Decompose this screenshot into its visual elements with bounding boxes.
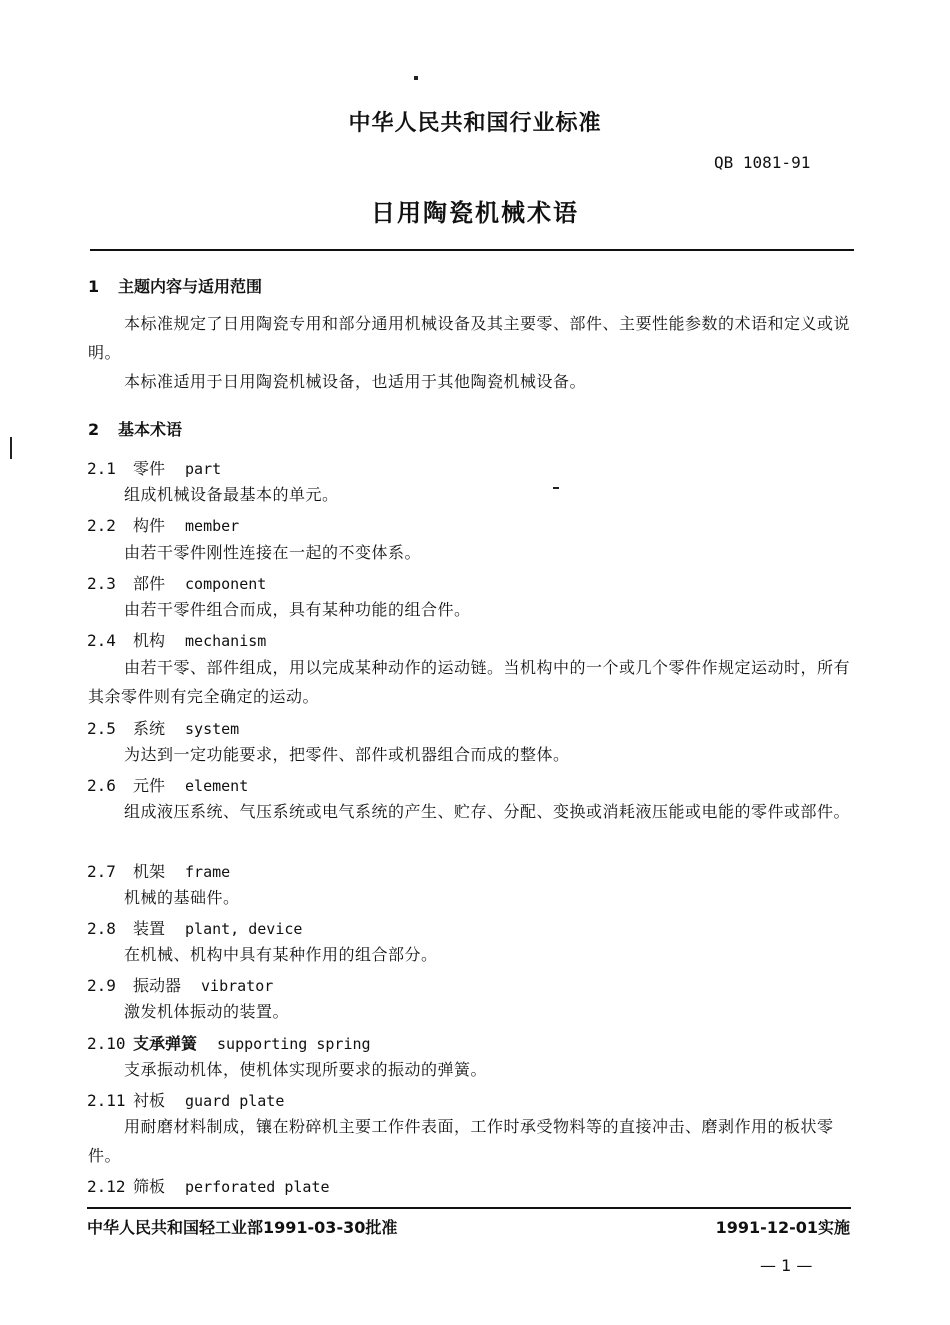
term-english: system [185,720,240,738]
term-number: 2.1 [87,459,116,478]
footer-rule [87,1207,851,1209]
term-number: 2.7 [87,862,116,881]
term-2-6 [87,773,248,796]
term-english: member [185,517,240,535]
term-definition: 用耐磨材料制成，镶在粉碎机主要工作件表面，工作时承受物料等的直接冲击、磨剥作用的板状零件。 [88,1117,834,1165]
term-2-5 [87,716,239,739]
section-1-paragraph-1: 本标准规定了日用陶瓷专用和部分通用机械设备及其主要零、部件、主要性能参数的术语和定义或说明。 [88,314,851,362]
term-number: 2.3 [87,574,116,593]
term-english: mechanism [185,632,267,650]
term-english: plant, device [185,920,303,938]
term-english: frame [185,863,231,881]
term-definition: 由若干零件刚性连接在一起的不变体系。 [124,543,422,562]
approval-note: 中华人民共和国轻工业部1991-03-30批准 [87,1218,398,1237]
term-chinese: 振动器 [133,976,182,995]
term-number: 2.9 [87,976,116,995]
scan-mark [10,437,12,459]
term-2-2 [87,513,239,536]
page-number: — 1 — [760,1256,813,1275]
term-definition: 机械的基础件。 [124,888,240,907]
term-chinese: 机架 [133,862,166,881]
term-chinese: 零件 [133,459,166,478]
section-2-heading [88,417,182,440]
term-chinese: 构件 [133,516,166,535]
term-chinese: 装置 [133,919,166,938]
term-english: part [185,460,222,478]
term-number: 2.5 [87,719,116,738]
term-number: 2.10 [87,1034,126,1053]
document-title: 日用陶瓷机械术语 [371,199,579,227]
standard-code: QB 1081-91 [714,153,811,172]
section-number: 1 [88,277,100,296]
section-title: 基本术语 [118,420,183,439]
term-definition: 激发机体振动的装置。 [124,1002,290,1021]
term-2-12 [87,1174,330,1197]
term-2-10 [87,1031,371,1054]
term-english: guard plate [185,1092,285,1110]
term-chinese: 元件 [133,776,166,795]
term-english: vibrator [201,977,274,995]
section-1-heading [88,274,262,297]
term-chinese: 衬板 [133,1091,166,1110]
term-chinese: 部件 [133,574,166,593]
term-english: element [185,777,249,795]
standard-category-title: 中华人民共和国行业标准 [348,111,602,136]
term-definition: 在机械、机构中具有某种作用的组合部分。 [124,945,438,964]
term-english: supporting spring [217,1035,371,1053]
term-2-11 [87,1088,284,1111]
term-definition: 由若干零、部件组成，用以完成某种动作的运动链。当机构中的一个或几个零件作规定运动时，所有其余零件则有完全确定的运动。 [88,658,851,706]
term-number: 2.4 [87,631,116,650]
header-rule [90,249,854,251]
scan-speck [414,76,418,80]
term-english: component [185,575,267,593]
section-number: 2 [88,420,100,439]
term-definition: 由若干零件组合而成，具有某种功能的组合件。 [124,600,471,619]
term-definition: 支承振动机体，使机体实现所要求的振动的弹簧。 [124,1060,488,1079]
term-2-8 [87,916,302,939]
term-number: 2.2 [87,516,116,535]
term-chinese: 系统 [133,719,166,738]
term-number: 2.8 [87,919,116,938]
effective-date: 1991-12-01实施 [715,1218,850,1237]
term-definition: 组成液压系统、气压系统或电气系统的产生、贮存、分配、变换或消耗液压能或电能的零件或部件。 [124,802,851,821]
term-chinese: 筛板 [133,1177,166,1196]
term-number: 2.11 [87,1091,126,1110]
term-2-9 [87,973,273,996]
term-chinese: 机构 [133,631,166,650]
term-2-4 [87,628,266,651]
section-1-paragraph-2: 本标准适用于日用陶瓷机械设备，也适用于其他陶瓷机械设备。 [124,372,587,391]
section-title: 主题内容与适用范围 [118,277,263,296]
term-number: 2.6 [87,776,116,795]
term-2-1 [87,456,221,479]
term-2-3 [87,571,266,594]
term-definition: 为达到一定功能要求，把零件、部件或机器组合而成的整体。 [124,745,570,764]
term-definition: 组成机械设备最基本的单元。 [124,485,339,504]
term-2-7 [87,859,230,882]
term-number: 2.12 [87,1177,126,1196]
term-chinese: 支承弹簧 [133,1034,198,1053]
term-english: perforated plate [185,1178,330,1196]
